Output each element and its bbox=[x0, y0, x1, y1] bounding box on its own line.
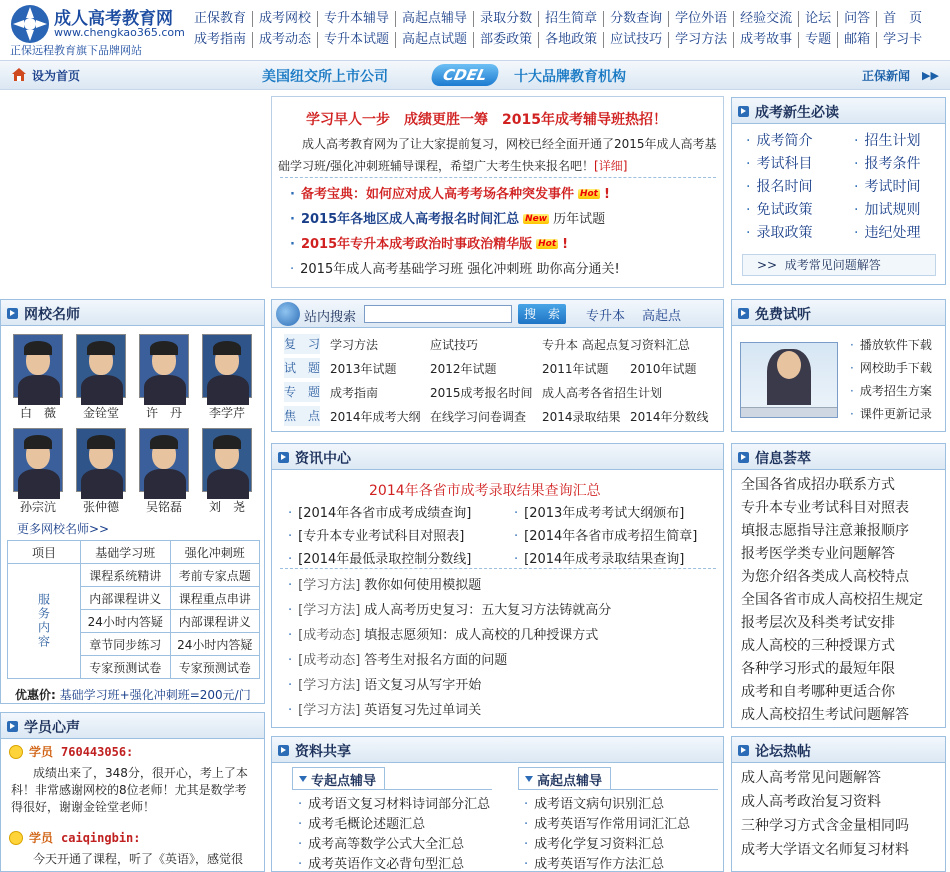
table-cell[interactable]: 专家预测试卷 bbox=[170, 656, 260, 679]
news-tag[interactable]: [学习方法] bbox=[298, 678, 361, 693]
news-link[interactable]: 成人高考历史复习：五大复习方法铸就高分 bbox=[364, 603, 612, 618]
news-tag[interactable]: [成考动态] bbox=[298, 653, 361, 668]
bullet-icon: · bbox=[290, 212, 295, 227]
bullet-icon: · bbox=[850, 361, 854, 375]
teacher-photo[interactable] bbox=[202, 334, 252, 398]
search-quick-link[interactable]: 2014年成考大纲 bbox=[330, 410, 421, 424]
promo-detail-link[interactable]: [详细] bbox=[594, 159, 628, 173]
new-student-item[interactable] bbox=[746, 222, 812, 242]
forum-link[interactable]: 三种学习方式含金量相同吗 bbox=[741, 818, 909, 834]
new-student-item[interactable] bbox=[854, 222, 920, 242]
teacher-name[interactable]: 吴铭磊 bbox=[145, 500, 182, 514]
search-row-tag: 专 题 bbox=[284, 382, 320, 402]
forum-link[interactable]: 成人高考政治复习资料 bbox=[741, 794, 881, 810]
share-link[interactable]: 成考语文病句识别汇总 bbox=[534, 797, 665, 812]
table-cell[interactable]: 章节同步练习 bbox=[81, 633, 171, 656]
search-quick-link[interactable]: 学习方法 bbox=[330, 338, 379, 352]
forum-title: 论坛热帖 bbox=[755, 744, 811, 760]
bullet-icon: · bbox=[746, 133, 751, 149]
bullet-icon: · bbox=[298, 817, 303, 832]
service-label: 服务内容 bbox=[8, 564, 81, 679]
info-link[interactable]: 填报志愿指导注意兼报顺序 bbox=[741, 523, 909, 539]
bullet-icon: · bbox=[288, 603, 293, 618]
teacher-photo[interactable] bbox=[13, 428, 63, 492]
info-link[interactable]: 成考和自考哪种更适合你 bbox=[741, 684, 895, 700]
trial-link[interactable]: 成考招生方案 bbox=[859, 384, 932, 398]
new-student-link[interactable]: 考试时间 bbox=[864, 179, 921, 195]
nav-link[interactable]: 正保教育 bbox=[194, 11, 247, 26]
search-quick-link[interactable]: 2012年试题 bbox=[430, 362, 497, 376]
list-item[interactable] bbox=[288, 699, 481, 718]
nav-link[interactable]: 专题 bbox=[798, 32, 837, 48]
promo-link-tail[interactable]: ! bbox=[604, 187, 610, 202]
search-input[interactable] bbox=[364, 305, 512, 323]
news-grid-item[interactable] bbox=[288, 502, 471, 521]
section-arrow-icon bbox=[7, 308, 18, 319]
logo-icon bbox=[10, 4, 50, 44]
info-link[interactable]: 成人高校的三种授课方式 bbox=[741, 638, 895, 654]
bullet-icon: · bbox=[288, 552, 293, 567]
info-panel bbox=[731, 443, 946, 728]
list-item[interactable] bbox=[288, 574, 481, 593]
table-cell[interactable]: 24小时内答疑 bbox=[81, 610, 171, 633]
bullet-icon: · bbox=[514, 529, 519, 544]
mascot-icon bbox=[276, 302, 300, 326]
nav-link[interactable]: 学习卡 bbox=[876, 32, 928, 48]
tab-gqd[interactable]: 高起点辅导 bbox=[518, 767, 611, 789]
hot-badge: Hot bbox=[538, 239, 557, 249]
news-link[interactable]: 填报志愿须知：成人高校的几种授课方式 bbox=[364, 628, 599, 643]
quick-link-gqd[interactable]: 高起点 bbox=[642, 309, 682, 324]
logo-url: www.chengkao365.com bbox=[54, 26, 185, 39]
trial-title: 免费试听 bbox=[755, 307, 811, 323]
student-voice-panel bbox=[0, 712, 265, 872]
nav-link[interactable]: 高起点辅导 bbox=[395, 11, 473, 27]
top-banner-bar bbox=[0, 60, 950, 90]
quick-link-zsb[interactable]: 专升本 bbox=[586, 309, 626, 324]
search-row-tag: 试 题 bbox=[284, 358, 320, 378]
nav-link[interactable]: 邮箱 bbox=[837, 32, 876, 48]
search-quick-link[interactable]: 成考指南 bbox=[330, 386, 379, 400]
bullet-icon: · bbox=[524, 857, 529, 872]
info-link[interactable]: 为您介绍各类成人高校特点 bbox=[741, 569, 909, 585]
promo-link[interactable]: 备考宝典：如何应对成人高考考场各种突发事件 bbox=[300, 187, 574, 202]
search-label: 站内搜索 bbox=[304, 310, 357, 325]
bullet-icon: · bbox=[850, 338, 854, 352]
search-button[interactable]: 搜 索 bbox=[518, 304, 566, 324]
bullet-icon: · bbox=[290, 237, 295, 252]
share-link[interactable]: 成考语文复习材料诗词部分汇总 bbox=[308, 797, 491, 812]
news-tag[interactable]: [成考动态] bbox=[298, 628, 361, 643]
nav-link[interactable]: 成考动态 bbox=[252, 32, 317, 48]
bullet-icon: · bbox=[298, 837, 303, 852]
trial-link[interactable]: 课件更新记录 bbox=[859, 407, 932, 421]
nav-link[interactable]: 问答 bbox=[837, 11, 876, 27]
new-student-link[interactable]: 考试科目 bbox=[756, 156, 813, 172]
teachers-title: 网校名师 bbox=[24, 307, 80, 323]
search-quick-link[interactable]: 2015成考报名时间 bbox=[430, 386, 533, 400]
bullet-icon: · bbox=[290, 262, 295, 277]
nav-link[interactable]: 招生简章 bbox=[538, 11, 603, 27]
news-grid-item[interactable] bbox=[288, 548, 471, 567]
course-table bbox=[7, 540, 260, 679]
news-grid-item[interactable] bbox=[514, 548, 684, 567]
promo-link[interactable]: 2015年各地区成人高考报名时间汇总 bbox=[300, 212, 520, 227]
bullet-icon: · bbox=[290, 187, 295, 202]
promo-link[interactable]: 2015年专升本成考政治时事政治精华版 bbox=[300, 237, 533, 252]
bullet-icon: · bbox=[746, 156, 751, 172]
new-student-item[interactable] bbox=[746, 199, 812, 219]
teacher-photo[interactable] bbox=[13, 334, 63, 398]
new-student-item[interactable] bbox=[746, 176, 812, 196]
news-grid-link[interactable]: [专升本专业考试科目对照表] bbox=[298, 529, 465, 544]
voice-text: 今天开通了课程，听了《英语》，感觉很 bbox=[33, 852, 244, 866]
nav-link[interactable]: 专升本辅导 bbox=[317, 11, 395, 27]
price-text[interactable]: 基础学习班+强化冲刺班=200元/门 bbox=[59, 688, 251, 702]
info-link[interactable]: 成人高校招生考试问题解答 bbox=[741, 707, 909, 723]
table-cell[interactable]: 专家预测试卷 bbox=[81, 656, 171, 679]
tab-zsb[interactable]: 专起点辅导 bbox=[292, 767, 385, 789]
price-label: 优惠价: bbox=[15, 688, 56, 702]
teacher-photo[interactable] bbox=[202, 428, 252, 492]
share-link[interactable]: 成考毛概论述题汇总 bbox=[308, 817, 426, 832]
nav-link[interactable]: 成考指南 bbox=[194, 32, 247, 47]
nav-link[interactable]: 录取分数 bbox=[473, 11, 538, 27]
search-panel bbox=[271, 299, 724, 432]
forum-link[interactable]: 成考大学语文名师复习材料 bbox=[741, 842, 909, 858]
promo-link-row bbox=[290, 183, 610, 202]
forum-hot-panel bbox=[731, 736, 946, 872]
section-arrow-icon bbox=[278, 452, 289, 463]
bullet-icon: · bbox=[514, 506, 519, 521]
info-link[interactable]: 专升本专业考试科目对照表 bbox=[741, 500, 909, 516]
table-cell[interactable]: 内部课程讲义 bbox=[170, 610, 260, 633]
bullet-icon: · bbox=[524, 817, 529, 832]
bullet-icon: · bbox=[288, 529, 293, 544]
cdel-badge: CDEL bbox=[430, 64, 501, 86]
bullet-icon: · bbox=[854, 225, 859, 241]
share-title: 资料共享 bbox=[295, 744, 351, 760]
hot-badge: Hot bbox=[579, 189, 598, 199]
search-quick-link[interactable]: 在线学习问卷调查 bbox=[430, 410, 527, 424]
bullet-icon: · bbox=[288, 703, 293, 718]
bullet-icon: · bbox=[746, 225, 751, 241]
logo-title: 成人高考教育网 bbox=[54, 9, 173, 29]
news-grid-link[interactable]: [2014年各省市成考成绩查询] bbox=[298, 506, 472, 521]
new-student-item[interactable] bbox=[854, 153, 920, 173]
bullet-icon: · bbox=[854, 202, 859, 218]
faq-bar[interactable] bbox=[742, 254, 936, 276]
news-grid-item[interactable] bbox=[514, 502, 684, 521]
table-header-cell: 强化冲刺班 bbox=[170, 541, 260, 564]
set-home-link[interactable]: 设为首页 bbox=[32, 69, 81, 83]
share-link[interactable]: 成考英语写作常用词汇汇总 bbox=[534, 817, 691, 832]
new-student-link[interactable]: 成考简介 bbox=[756, 133, 813, 149]
bullet-icon: · bbox=[524, 837, 529, 852]
share-item[interactable] bbox=[298, 813, 425, 832]
voice-who: 学员 bbox=[29, 831, 54, 845]
teacher-name[interactable]: 许 丹 bbox=[145, 406, 182, 420]
nav-link[interactable]: 各地政策 bbox=[538, 32, 603, 48]
trial-item[interactable] bbox=[850, 336, 932, 353]
bullet-icon: · bbox=[298, 857, 303, 872]
section-arrow-icon bbox=[738, 308, 749, 319]
new-student-link[interactable]: 违纪处理 bbox=[864, 225, 921, 241]
search-quick-link[interactable]: 应试技巧 bbox=[430, 338, 479, 352]
news-headline[interactable]: 2014年各省市成考录取结果查询汇总 bbox=[369, 483, 601, 499]
trial-item[interactable] bbox=[850, 405, 932, 422]
player-controls[interactable] bbox=[741, 407, 837, 417]
table-cell[interactable]: 24小时内答疑 bbox=[170, 633, 260, 656]
section-arrow-icon bbox=[738, 106, 749, 117]
promo-link-tail[interactable]: ! bbox=[562, 237, 569, 252]
info-link[interactable]: 全国各省成招办联系方式 bbox=[741, 477, 895, 493]
bullet-icon: · bbox=[854, 133, 859, 149]
teacher-name[interactable]: 李学芹 bbox=[208, 406, 245, 420]
nav-link[interactable]: 专升本试题 bbox=[317, 32, 395, 48]
news-tag[interactable]: [学习方法] bbox=[298, 703, 361, 718]
new-student-link[interactable]: 报名时间 bbox=[756, 179, 813, 195]
share-item[interactable] bbox=[524, 853, 664, 872]
bullet-icon: · bbox=[746, 179, 751, 195]
faq-link[interactable]: 成考常见问题解答 bbox=[784, 258, 881, 272]
info-link[interactable]: 报考医学类专业问题解答 bbox=[741, 546, 895, 562]
bullet-icon: · bbox=[288, 578, 293, 593]
voice-title: 学员心声 bbox=[24, 720, 80, 736]
nav-row-1 bbox=[188, 8, 948, 30]
bullet-icon: · bbox=[850, 407, 854, 421]
table-header-cell: 基础学习班 bbox=[81, 541, 171, 564]
nav-link[interactable]: 分数查询 bbox=[603, 11, 668, 27]
nav-link[interactable]: 部委政策 bbox=[473, 32, 538, 48]
teacher-name[interactable]: 孙宗沆 bbox=[19, 500, 56, 514]
promo-link-row bbox=[290, 208, 605, 227]
news-grid-link[interactable]: [2014年各省市成考招生简章] bbox=[524, 529, 698, 544]
table-cell[interactable]: 考前专家点题 bbox=[170, 564, 260, 587]
list-item[interactable] bbox=[288, 674, 481, 693]
trial-link[interactable]: 网校助手下载 bbox=[859, 361, 932, 375]
new-student-link[interactable]: 招生计划 bbox=[864, 133, 921, 149]
bullet-icon: · bbox=[288, 506, 293, 521]
trial-item[interactable] bbox=[850, 359, 932, 376]
share-item[interactable] bbox=[524, 833, 664, 852]
nav-link[interactable]: 应试技巧 bbox=[603, 32, 668, 48]
promo-link-row bbox=[290, 258, 620, 277]
bullet-icon: · bbox=[288, 628, 293, 643]
table-header-cell: 项目 bbox=[8, 541, 81, 564]
teacher-photo[interactable] bbox=[139, 334, 189, 398]
smiley-icon bbox=[9, 745, 23, 759]
new-student-link[interactable]: 加试规则 bbox=[864, 202, 921, 218]
table-row bbox=[8, 564, 260, 587]
teacher-photo[interactable] bbox=[76, 334, 126, 398]
table-cell[interactable]: 内部课程讲义 bbox=[81, 587, 171, 610]
bullet-icon: · bbox=[288, 653, 293, 668]
nav-link[interactable]: 论坛 bbox=[798, 11, 837, 27]
search-row-tag: 焦 点 bbox=[284, 406, 320, 426]
teachers-panel bbox=[0, 299, 265, 704]
voice-text: 成绩出来了，348分，很开心，考上了本科！非常感谢网校的8位老师！尤其是数学考得很好，谢谢金铨堂老师！ bbox=[11, 766, 248, 814]
search-quick-link[interactable]: 2014年分数线 bbox=[630, 410, 709, 424]
double-arrow-icon: ▶▶ bbox=[922, 69, 939, 82]
search-quick-link[interactable]: 2010年试题 bbox=[630, 362, 697, 376]
share-item[interactable] bbox=[298, 833, 464, 852]
promo-link-row bbox=[290, 233, 568, 252]
bullet-icon: · bbox=[854, 156, 859, 172]
search-quick-link[interactable]: 2011年试题 bbox=[542, 362, 609, 376]
list-item[interactable] bbox=[288, 649, 507, 668]
news-grid-item[interactable] bbox=[288, 525, 464, 544]
search-row-tag: 复 习 bbox=[284, 334, 320, 354]
news-grid-link[interactable]: [2013年成考考试大纲颁布] bbox=[524, 506, 685, 521]
home-icon bbox=[12, 68, 26, 81]
teacher-name[interactable]: 刘 尧 bbox=[208, 500, 245, 514]
promo-desc-text: 成人高考教育网为了让大家提前复习，网校已经全面开通了2015年成人高考基础学习班/强化冲刺班辅导课程，希望广大考生快来报名吧！ bbox=[278, 137, 717, 173]
video-player[interactable] bbox=[740, 342, 838, 418]
teacher-photo[interactable] bbox=[76, 428, 126, 492]
news-tag[interactable]: [学习方法] bbox=[298, 603, 361, 618]
trial-item[interactable] bbox=[850, 382, 932, 399]
promo-panel bbox=[271, 96, 724, 288]
bullet-icon: · bbox=[514, 552, 519, 567]
faq-arrow-icon: >> bbox=[757, 258, 778, 272]
promo-divider bbox=[280, 177, 716, 178]
list-item[interactable] bbox=[288, 599, 611, 618]
bullet-icon: · bbox=[288, 678, 293, 693]
new-student-item[interactable] bbox=[854, 199, 920, 219]
teacher-name[interactable]: 白 薇 bbox=[19, 406, 56, 420]
banner-right-text: 十大品牌教育机构 bbox=[514, 69, 626, 85]
share-link[interactable]: 成考高等数学公式大全汇总 bbox=[308, 837, 465, 852]
search-quick-link[interactable]: 2014录取结果 bbox=[542, 410, 621, 424]
nav-link[interactable]: 学位外语 bbox=[668, 11, 733, 27]
new-student-item[interactable] bbox=[746, 130, 812, 150]
promo-link-tail[interactable]: 历年试题 bbox=[553, 212, 606, 227]
new-student-item[interactable] bbox=[854, 130, 920, 150]
new-student-panel bbox=[731, 97, 946, 285]
section-arrow-icon bbox=[738, 452, 749, 463]
section-arrow-icon bbox=[278, 745, 289, 756]
search-quick-link[interactable]: 2013年试题 bbox=[330, 362, 397, 376]
news-title: 资讯中心 bbox=[295, 451, 351, 467]
new-student-link[interactable]: 免试政策 bbox=[756, 202, 813, 218]
resource-share-panel bbox=[271, 736, 724, 872]
teacher-name[interactable]: 金铨堂 bbox=[82, 406, 119, 420]
info-title: 信息荟萃 bbox=[755, 451, 811, 467]
share-item[interactable] bbox=[298, 853, 464, 872]
news-grid-link[interactable]: [2014年最低录取控制分数线] bbox=[298, 552, 472, 567]
table-header-row bbox=[8, 541, 260, 564]
share-item[interactable] bbox=[524, 813, 690, 832]
list-item[interactable] bbox=[288, 624, 598, 643]
news-center-panel bbox=[271, 443, 724, 728]
new-student-link[interactable]: 报考条件 bbox=[864, 156, 921, 172]
new-student-item[interactable] bbox=[854, 176, 920, 196]
new-student-item[interactable] bbox=[746, 153, 812, 173]
nav-link[interactable]: 高起点试题 bbox=[395, 32, 473, 48]
banner-left-text: 美国纽交所上市公司 bbox=[262, 69, 388, 85]
teacher-name[interactable]: 张仲德 bbox=[82, 500, 119, 514]
news-link[interactable]: 英语复习先过单词关 bbox=[364, 703, 482, 718]
nav-link[interactable]: 学习方法 bbox=[668, 32, 733, 48]
info-link[interactable]: 报考层次及科类考试安排 bbox=[741, 615, 895, 631]
price-line bbox=[15, 686, 251, 703]
share-link[interactable]: 成考英语作文必背句型汇总 bbox=[308, 857, 465, 872]
voice-who: 学员 bbox=[29, 745, 54, 759]
logo-slogan: 正保远程教育旗下品牌网站 bbox=[10, 44, 142, 57]
news-link[interactable]: 语文复习从写字开始 bbox=[364, 678, 482, 693]
voice-header bbox=[29, 743, 133, 760]
section-arrow-icon bbox=[738, 745, 749, 756]
voice-header bbox=[29, 829, 141, 846]
info-link[interactable]: 各种学习形式的最短年限 bbox=[741, 661, 895, 677]
teacher-photo[interactable] bbox=[139, 428, 189, 492]
bullet-icon: · bbox=[524, 797, 529, 812]
company-news-link[interactable]: 正保新闻 bbox=[862, 69, 911, 83]
free-trial-panel bbox=[731, 299, 946, 432]
trial-link[interactable]: 播放软件下载 bbox=[859, 338, 932, 352]
nav-link[interactable]: 首 页 bbox=[876, 11, 928, 27]
nav-link[interactable]: 经验交流 bbox=[733, 11, 798, 27]
news-grid-link[interactable]: [2014年成考录取结果查询] bbox=[524, 552, 685, 567]
bullet-icon: · bbox=[746, 202, 751, 218]
share-link[interactable]: 成考英语写作方法汇总 bbox=[534, 857, 665, 872]
table-cell[interactable]: 课程系统精讲 bbox=[81, 564, 171, 587]
smiley-icon bbox=[9, 831, 23, 845]
search-quick-link[interactable]: 专升本 高起点复习资料汇总 bbox=[542, 338, 690, 352]
search-quick-link[interactable]: 成人高考各省招生计划 bbox=[542, 386, 663, 400]
hot-badge: New bbox=[525, 214, 548, 224]
share-link[interactable]: 成考化学复习资料汇总 bbox=[534, 837, 665, 852]
bullet-icon: · bbox=[850, 384, 854, 398]
voice-id: 760443056: bbox=[61, 745, 134, 759]
logo[interactable] bbox=[0, 0, 188, 58]
new-student-link[interactable]: 录取政策 bbox=[756, 225, 813, 241]
info-link[interactable]: 全国各省市成人高校招生规定 bbox=[741, 592, 923, 608]
nav-link[interactable]: 成考网校 bbox=[252, 11, 317, 27]
nav-row-2 bbox=[188, 29, 948, 51]
new-student-title: 成考新生必读 bbox=[755, 105, 839, 121]
promo-title[interactable]: 学习早人一步 成绩更胜一筹 2015年成考辅导班热招！ bbox=[306, 112, 667, 128]
more-teachers-link[interactable]: 更多网校名师>> bbox=[17, 522, 110, 536]
bullet-icon: · bbox=[298, 797, 303, 812]
news-tag[interactable]: [学习方法] bbox=[298, 578, 361, 593]
share-item[interactable] bbox=[298, 793, 490, 812]
bullet-icon: · bbox=[854, 179, 859, 195]
forum-link[interactable]: 成人高考常见问题解答 bbox=[741, 770, 881, 786]
voice-id: caiqingbin: bbox=[61, 831, 141, 845]
table-cell[interactable]: 课程重点串讲 bbox=[170, 587, 260, 610]
share-item[interactable] bbox=[524, 793, 664, 812]
news-link[interactable]: 答考生对报名方面的问题 bbox=[364, 653, 508, 668]
promo-description bbox=[278, 133, 718, 177]
section-arrow-icon bbox=[7, 721, 18, 732]
news-grid-item[interactable] bbox=[514, 525, 697, 544]
promo-link[interactable]: 2015年成人高考基础学习班 强化冲刺班 助你高分通关! bbox=[300, 262, 620, 277]
nav-link[interactable]: 成考故事 bbox=[733, 32, 798, 48]
news-link[interactable]: 教你如何使用模拟题 bbox=[364, 578, 482, 593]
